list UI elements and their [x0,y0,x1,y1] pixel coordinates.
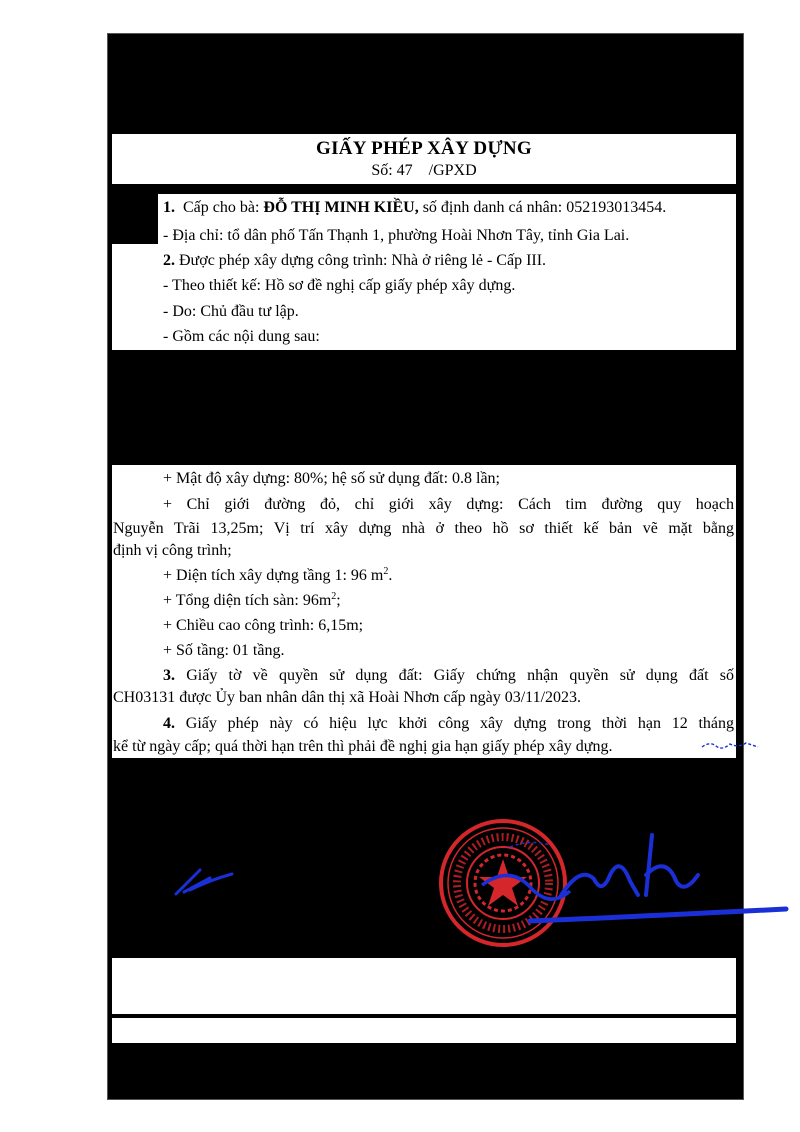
includes-line: - Gồm các nội dung sau: [163,328,320,345]
holder-id: số định danh cá nhân: 052193013454. [422,199,667,216]
section3-line-2: CH03131 được Ủy ban nhân dân thị xã Hoài Nhơn cấp ngày 03/11/2023. [113,689,582,706]
total-area-end: ; [336,592,341,609]
floor-area-text: + Diện tích xây dựng tầng 1: 96 m [163,567,384,584]
initial-mark-icon [700,735,762,755]
permit-title: GIẤY PHÉP XÂY DỰNG [316,138,532,159]
section4-number: 4. [163,715,175,732]
footer-band-1 [112,958,736,1014]
section4-line-1 [163,714,734,734]
boundary-line-3: định vị công trình; [113,542,232,559]
footer-band-2 [112,1018,736,1043]
height-line: + Chiều cao công trình: 6,15m; [163,617,364,634]
section1-label: Cấp cho bà: [183,199,260,216]
floor-area-sup: 2 [383,566,389,577]
section2-line [163,251,546,271]
section3-number: 3. [163,667,175,684]
total-area-line [163,591,341,611]
director-signature-icon [470,825,790,935]
floors-line: + Số tầng: 01 tầng. [163,642,285,659]
design-line: - Theo thiết kế: Hồ sơ đề nghị cấp giấy phép xây dựng. [163,277,516,294]
density-line: + Mật độ xây dựng: 80%; hệ số sử dụng đất: 0.8 lần; [163,470,500,487]
holder-address: - Địa chỉ: tổ dân phố Tấn Thạnh 1, phường Hoài Nhơn Tây, tỉnh Gia Lai. [163,227,630,244]
section2-text: Được phép xây dựng công trình: Nhà ở riêng lẻ - Cấp III. [179,252,547,269]
number-suffix: /GPXD [428,162,477,179]
left-signature-icon [170,860,240,900]
permit-number [112,162,736,180]
total-area-text: + Tổng diện tích sàn: 96m [163,592,332,609]
boundary-line-2: Nguyễn Trãi 13,25m; Vị trí xây dựng nhà ở theo hồ sơ thiết kế bản vẽ mặt bằng [113,520,734,537]
total-area-sup: 2 [331,591,337,602]
section1-number: 1. [163,199,175,216]
floor-area-line [163,566,392,586]
section3-line-1 [163,666,734,686]
number-prefix: Số: 47 [371,162,413,179]
section4-line-2: kể từ ngày cấp; quá thời hạn trên thì phải đề nghị gia hạn giấy phép xây dựng. [113,738,613,755]
section3-text-1: Giấy tờ về quyền sử dụng đất: Giấy chứng nhận quyền sử dụng đất số [186,667,735,684]
boundary-line-1: + Chỉ giới đường đỏ, chỉ giới xây dựng: Cách tim đường quy hoạch [163,496,734,513]
holder-name: ĐỖ THỊ MINH KIỀU, [263,199,419,216]
section1-line [163,198,666,218]
designer-line: - Do: Chủ đầu tư lập. [163,303,299,320]
section4-text-1: Giấy phép này có hiệu lực khởi công xây dựng trong thời hạn 12 tháng [185,715,735,732]
section2-number: 2. [163,252,175,269]
floor-area-end: . [388,567,393,584]
